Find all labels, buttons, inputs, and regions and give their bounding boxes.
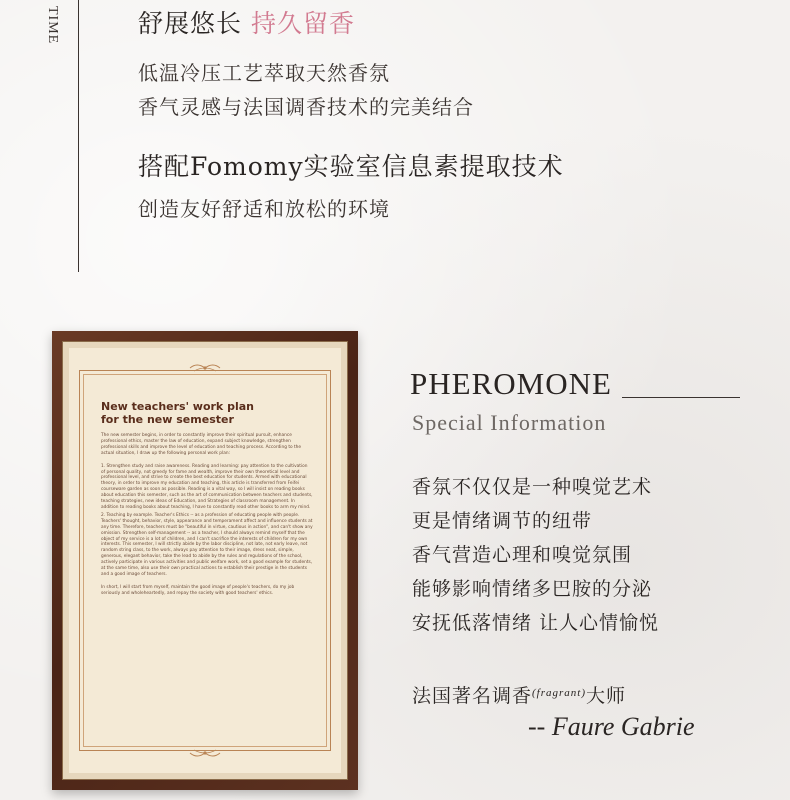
pheromone-title: PHEROMONE [410,366,612,401]
signature: -- Faure Gabrie [528,712,695,741]
master-suffix: 大师 [586,685,627,707]
ornament-top-icon [188,362,222,374]
ornament-bottom-icon [188,747,222,759]
special-information-subtitle: Special Information [412,410,607,435]
side-label-time: TIME [45,6,60,45]
poem-line: 安抚低落情绪 让人心情愉悦 [412,612,660,634]
poem-block [412,470,659,640]
doc-title-1: New teachers' work plan [101,400,254,413]
doc-para-3: 2. Teaching by example. Teacher's Ethics -- as a profession of educating people with people. Teachers' thought, behavior, style, appearance and temperament affect and influence students at any time. Therefore, teachers must be "beautiful in virtue, cautious in action", and can't show any omission. Strengthen self-management -- as a teacher, I should always remind myself that the object of my service is a lot of children, and I can't sacrifice the interests of children for my own interests. This semester, I will strictly abide by the labor discipline, not late, not early leave, not random string class, to the work, always pay attention to their image, dress neat, simple, generous, elegant behavior, take the lead to abide by the rules and regulations of the school, actively participate in various activities and public welfare work, set a good example for students, at the same time, also use their own practical actions to establish their prestige in the students and a good image of teachers. [101,512,313,577]
poem-line: 香氛不仅仅是一种嗅觉艺术 [412,476,653,498]
doc-title-2: for the new semester [101,413,234,426]
intro-headline [138,6,564,42]
headline-main: 舒展悠长 [138,9,243,38]
frame-mat [69,348,341,773]
intro-line-1: 低温冷压工艺萃取天然香氛 [138,61,390,85]
intro-headline-2: 搭配Fomomy实验室信息素提取技术 [138,152,564,181]
doc-para-2: 1. Strengthen study and raise awareness. Reading and learning: pay attention to the cultivation of personal quality, not greedy for fame and wealth, improve their own theoretical level and professional level, and strive to create the best education for students. Armed with educational theory, in order to improve my education and teaching, this article is transferred from Feifei courseware garden as soon as possible. Reading is a vital way, so I will insist on reading books about education this semester, such as the art of communication between teachers and students, teaching strategies, new ideas of Education, and Strategies of classroom management. In addition to reading books about teaching, I have to constantly read other books to arm my mind. [101,463,313,510]
doc-para-1: The new semester begins, in order to constantly improve their spiritual pursuit, enhance professional ethics, master the law of education, expand subject knowledge, strengthen professional skills and improve the level of education and teaching process. According to the actual situation, I draw up the following personal work plan: [101,433,302,456]
doc-para-4: In short, I will start from myself, maintain the good image of people's teachers, do my job seriously and wholeheartedly, and repay the society with good teachers' ethics. [101,584,295,596]
master-small: (fragrant) [532,687,587,699]
vertical-divider [78,0,79,272]
poem-line: 香气营造心理和嗅觉氛围 [412,544,633,566]
poem-line: 更是情绪调节的纽带 [412,510,593,532]
master-credit [412,681,626,708]
framed-document [101,400,313,597]
intro-lines [138,56,564,124]
intro-line-2: 香气灵感与法国调香技术的完美结合 [138,95,474,119]
headline-accent: 持久留香 [250,9,355,38]
master-prefix: 法国著名调香 [412,685,533,707]
frame-inner [62,341,348,780]
intro-section [138,6,564,226]
poem-line: 能够影响情绪多巴胺的分泌 [412,578,653,600]
intro-line-3: 创造友好舒适和放松的环境 [138,197,390,221]
picture-frame [52,331,358,790]
pheromone-rule [622,397,740,398]
